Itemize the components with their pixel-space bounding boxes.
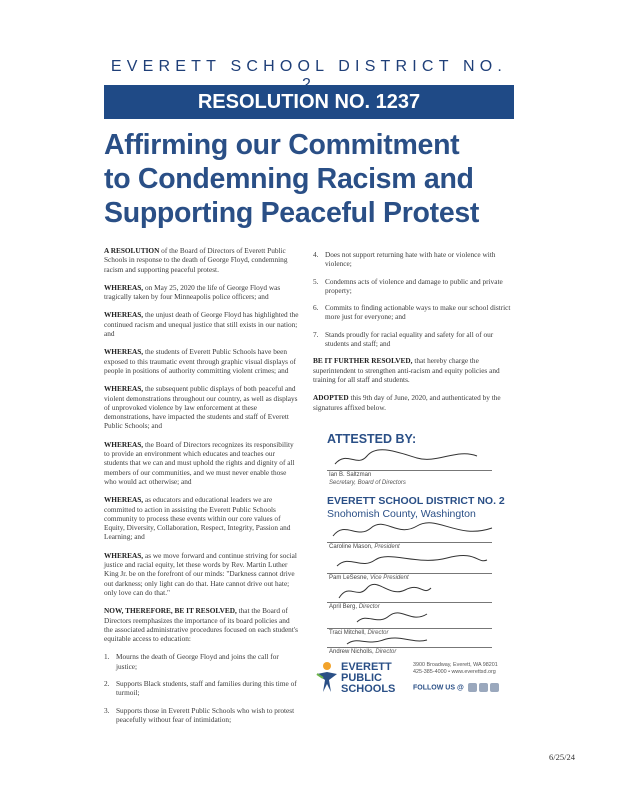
signature-line (327, 647, 492, 648)
list-item: 1. Mourns the death of George Floyd and joins the call for justice; (104, 652, 279, 671)
follow-us: FOLLOW US @ (413, 683, 499, 692)
district-name: EVERETT SCHOOL DISTRICT NO. 2 (327, 495, 505, 507)
contact-info: 3900 Broadway, Everett, WA 98201 425-385-4000 • www.everettsd.org (413, 662, 498, 675)
list-item: 7. Stands proudly for racial equality and safety for all of our students and staff; and (313, 329, 494, 349)
resolution-list (313, 250, 513, 348)
twitter-icon[interactable] (479, 683, 488, 692)
attested-heading: ATTESTED BY: (327, 432, 417, 446)
footer-logo-area (313, 656, 513, 714)
logo-wordmark: EVERETT PUBLIC SCHOOLS (341, 661, 396, 695)
paragraph: WHEREAS, the Board of Directors recognizes its responsibility to provide an environment which educates and teaches our students that we can and must uphold the rights and dignity of all members of our communities, and we must never enable those who would act otherwise; and (104, 439, 295, 486)
signer-name: Ian B. Saltzman (329, 472, 372, 478)
paragraph: BE IT FURTHER RESOLVED, that hereby charge the superintendent to strengthen anti-racism and equity policies and training for all staff and students. (313, 356, 500, 384)
signer: Traci Mitchell, Director (329, 630, 389, 636)
signature-scribble (327, 634, 447, 648)
paragraph: WHEREAS, the unjust death of George Floyd has highlighted the continued racism and unequal justice that still exists in our nation; and (104, 310, 299, 339)
signature-scribble (327, 446, 487, 470)
date-stamp: 6/25/24 (549, 752, 575, 762)
signer: Pam LeSesne, Vice President (329, 575, 409, 581)
signer-title: Secretary, Board of Directors (329, 480, 406, 486)
signer: Andrew Nicholls, Director (329, 649, 397, 655)
signature-scribble (327, 552, 497, 572)
paragraph: NOW, THEREFORE, BE IT RESOLVED, that the Board of Directors reemphasizes the importance of its board policies and the associated administrative procedures focused on each student's equitable access to education: (104, 606, 299, 644)
list-item: 3. Supports those in Everett Public Schools who wish to protest peacefully without fear of intimidation; (104, 705, 295, 724)
signature-scribble (327, 582, 447, 602)
list-item: 4. Does not support returning hate with hate or violence with violence; (313, 250, 496, 269)
district-heading: EVERETT SCHOOL DISTRICT NO. (110, 58, 508, 75)
paragraph: WHEREAS, as we move forward and continue striving for social justice and racial equity, let these words by Rev. Martin Luther King Jr. be on the forefront of our minds: "Darkness cannot drive out darkness; only light can do that. Hate cannot drive out hate; only love can do that." (104, 550, 297, 597)
left-column (104, 246, 300, 732)
signature-line (327, 602, 492, 603)
signature-line (327, 470, 492, 471)
signer: Caroline Mason, President (329, 544, 400, 550)
instagram-icon[interactable] (490, 683, 499, 692)
signature-scribble (327, 520, 497, 542)
resolution-list (104, 652, 300, 724)
eps-logo-icon (315, 660, 339, 694)
right-column (313, 250, 513, 421)
document-title (104, 128, 524, 230)
paragraph: A RESOLUTION of the Board of Directors of Everett Public Schools in response to the death of George Floyd, condemning racism and supporting peaceful protest. (104, 246, 288, 274)
paragraph: ADOPTED this 9th day of June, 2020, and authenticated by the signatures affixed below. (313, 393, 501, 412)
signature-line (327, 542, 492, 543)
title-line: Supporting Peaceful Protest (104, 197, 480, 229)
facebook-icon[interactable] (468, 683, 477, 692)
list-item: 6. Commits to finding actionable ways to make our school district more just for everyone; and (313, 303, 511, 322)
resolution-number: RESOLUTION NO. 1237 (197, 90, 421, 113)
resolution-banner (104, 85, 514, 119)
signature-line (327, 573, 492, 574)
paragraph: WHEREAS, the students of Everett Public Schools have been exposed to this traumatic event through graphic visual displays of people in positions of authority committing violent crimes; and (104, 347, 296, 375)
list-item: 5. Condemns acts of violence and damage to public and private property; (313, 276, 503, 295)
paragraph: WHEREAS, on May 25, 2020 the life of George Floyd was tragically taken by four Minneapolis police officers; and (104, 282, 281, 302)
paragraph: WHEREAS, the subsequent public displays of both peaceful and violent demonstrations throughout our country, as well as displays of unprovoked violence by law enforcement at these demonstrations, have impacted the students and staff of Everett Public Schools; and (104, 384, 298, 431)
county-name: Snohomish County, Washington (327, 508, 476, 520)
signature-block (313, 424, 513, 654)
title-line: to Condemning Racism and (104, 163, 474, 195)
title-line: Affirming our Commitment (104, 129, 460, 161)
signature-line (327, 628, 492, 629)
signature-scribble (327, 610, 447, 628)
signer: April Berg, Director (329, 604, 380, 610)
paragraph: WHEREAS, as educators and educational leaders we are committed to action in assisting the Everett Public Schools community to process these events within our core values of Equity, Diversity, Collaboration, Respect, Integrity, Passion and Learning; and (104, 495, 291, 542)
list-item: 2. Supports Black students, staff and families during this time of turmoil; (104, 678, 297, 698)
